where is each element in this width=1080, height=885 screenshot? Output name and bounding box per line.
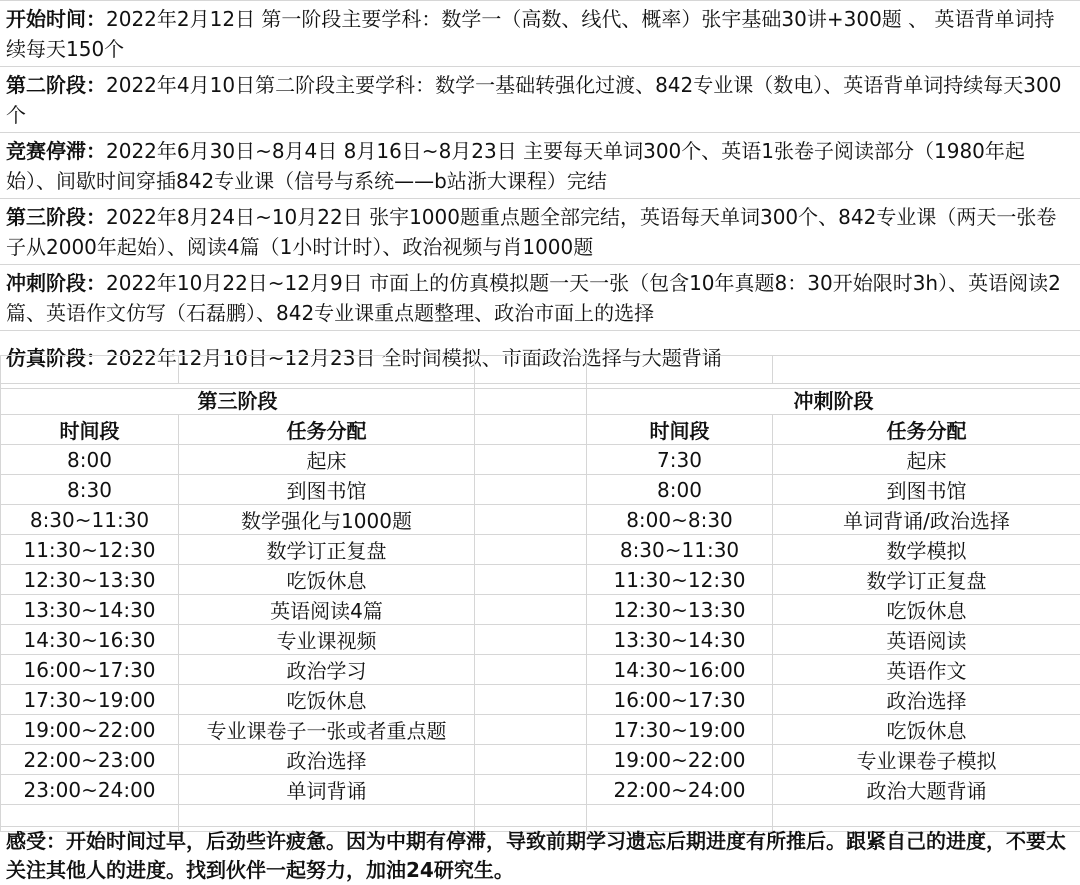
sprint-task-cell: 政治大题背诵 — [773, 775, 1080, 805]
phase3-task-cell: 起床 — [179, 445, 475, 475]
sprint-time-cell: 8:30~11:30 — [587, 535, 773, 565]
stage-label: 竞赛停滞： — [6, 139, 106, 163]
stage-label: 仿真阶段： — [6, 346, 106, 370]
stage-list — [0, 0, 1080, 389]
table-row — [1, 356, 1080, 384]
phase3-task-cell: 吃饭休息 — [179, 565, 475, 595]
sprint-title: 冲刺阶段 — [587, 384, 1080, 415]
phase3-task-cell: 单词背诵 — [179, 775, 475, 805]
table-row — [1, 565, 1080, 595]
phase3-time-cell: 13:30~14:30 — [1, 595, 179, 625]
sprint-task-cell: 到图书馆 — [773, 475, 1080, 505]
stage-text: 2022年12月10日~12月23日 全时间模拟、市面政治选择与大题背诵 — [106, 346, 722, 370]
stage-entry — [0, 265, 1080, 331]
phase3-time-cell: 16:00~17:30 — [1, 655, 179, 685]
daily-schedule-table — [0, 355, 1080, 832]
phase3-task-header: 任务分配 — [179, 415, 475, 445]
sprint-time-cell: 8:00~8:30 — [587, 505, 773, 535]
column-header-row — [1, 415, 1080, 445]
sprint-time-cell: 16:00~17:30 — [587, 685, 773, 715]
phase3-task-cell: 政治选择 — [179, 745, 475, 775]
phase3-time-cell: 8:30 — [1, 475, 179, 505]
stage-entry — [0, 199, 1080, 265]
sprint-task-cell: 单词背诵/政治选择 — [773, 505, 1080, 535]
phase3-task-cell: 数学订正复盘 — [179, 535, 475, 565]
stage-text: 2022年10月22日~12月9日 市面上的仿真模拟题一天一张（包含10年真题8：30开始限时3h）、英语阅读2篇、英语作文仿写（石磊鹏）、842专业课重点题整理、政治市面上的选择 — [6, 271, 1061, 325]
phase3-title: 第三阶段 — [1, 384, 475, 415]
sprint-time-cell: 19:00~22:00 — [587, 745, 773, 775]
stage-text: 2022年8月24日~10月22日 张宇1000题重点题全部完结，英语每天单词300个、842专业课（两天一张卷子从2000年起始）、阅读4篇（1小时计时）、政治视频与肖1000题 — [6, 205, 1056, 259]
phase-header-row — [1, 384, 1080, 415]
phase3-time-cell: 8:00 — [1, 445, 179, 475]
phase3-task-cell: 到图书馆 — [179, 475, 475, 505]
stage-label: 第三阶段： — [6, 205, 106, 229]
sprint-time-cell: 17:30~19:00 — [587, 715, 773, 745]
sprint-time-cell: 22:00~24:00 — [587, 775, 773, 805]
stage-label: 第二阶段： — [6, 73, 106, 97]
sprint-time-header: 时间段 — [587, 415, 773, 445]
phase3-time-cell: 17:30~19:00 — [1, 685, 179, 715]
phase3-time-header: 时间段 — [1, 415, 179, 445]
stage-entry — [0, 67, 1080, 133]
table-row — [1, 505, 1080, 535]
sprint-time-cell: 8:00 — [587, 475, 773, 505]
phase3-time-cell: 22:00~23:00 — [1, 745, 179, 775]
sprint-task-cell: 英语作文 — [773, 655, 1080, 685]
sprint-time-cell: 11:30~12:30 — [587, 565, 773, 595]
sprint-time-cell: 7:30 — [587, 445, 773, 475]
table-row — [1, 715, 1080, 745]
stage-label: 开始时间： — [6, 7, 106, 31]
stage-text: 2022年6月30日~8月4日 8月16日~8月23日 主要每天单词300个、英语1张卷子阅读部分（1980年起始）、间歇时间穿插842专业课（信号与系统——b站浙大课程）完结 — [6, 139, 1025, 193]
table-row — [1, 475, 1080, 505]
phase3-task-cell: 政治学习 — [179, 655, 475, 685]
table-row — [1, 685, 1080, 715]
phase3-task-cell: 专业课卷子一张或者重点题 — [179, 715, 475, 745]
table-row — [1, 445, 1080, 475]
phase3-time-cell: 23:00~24:00 — [1, 775, 179, 805]
table-row — [1, 775, 1080, 805]
sprint-task-cell: 政治选择 — [773, 685, 1080, 715]
table-row — [1, 595, 1080, 625]
sprint-task-cell: 起床 — [773, 445, 1080, 475]
feelings-text: 感受：开始时间过早，后劲些许疲惫。因为中期有停滞，导致前期学习遗忘后期进度有所推后。跟紧自己的进度，不要太关注其他人的进度。找到伙伴一起努力，加油24研究生。 — [0, 826, 1080, 883]
phase3-task-cell: 英语阅读4篇 — [179, 595, 475, 625]
phase3-time-cell: 19:00~22:00 — [1, 715, 179, 745]
sprint-time-cell: 13:30~14:30 — [587, 625, 773, 655]
sprint-time-cell: 14:30~16:00 — [587, 655, 773, 685]
stage-text: 2022年4月10日第二阶段主要学科：数学一基础转强化过渡、842专业课（数电）、英语背单词持续每天300个 — [6, 73, 1061, 127]
stage-entry — [0, 1, 1080, 67]
phase3-time-cell: 12:30~13:30 — [1, 565, 179, 595]
stage-entry — [0, 133, 1080, 199]
table-row — [1, 655, 1080, 685]
sprint-task-cell: 数学订正复盘 — [773, 565, 1080, 595]
phase3-task-cell: 吃饭休息 — [179, 685, 475, 715]
phase3-task-cell: 数学强化与1000题 — [179, 505, 475, 535]
sprint-task-cell: 吃饭休息 — [773, 595, 1080, 625]
sprint-task-header: 任务分配 — [773, 415, 1080, 445]
table-row — [1, 745, 1080, 775]
sprint-task-cell: 吃饭休息 — [773, 715, 1080, 745]
phase3-time-cell: 8:30~11:30 — [1, 505, 179, 535]
sprint-task-cell: 英语阅读 — [773, 625, 1080, 655]
sprint-task-cell: 专业课卷子模拟 — [773, 745, 1080, 775]
table-row — [1, 535, 1080, 565]
sprint-task-cell: 数学模拟 — [773, 535, 1080, 565]
sprint-time-cell: 12:30~13:30 — [587, 595, 773, 625]
stage-label: 冲刺阶段： — [6, 271, 106, 295]
phase3-time-cell: 11:30~12:30 — [1, 535, 179, 565]
phase3-time-cell: 14:30~16:30 — [1, 625, 179, 655]
phase3-task-cell: 专业课视频 — [179, 625, 475, 655]
table-row — [1, 625, 1080, 655]
stage-text: 2022年2月12日 第一阶段主要学科：数学一（高数、线代、概率）张宇基础30讲+300题 、 英语背单词持续每天150个 — [6, 7, 1055, 61]
